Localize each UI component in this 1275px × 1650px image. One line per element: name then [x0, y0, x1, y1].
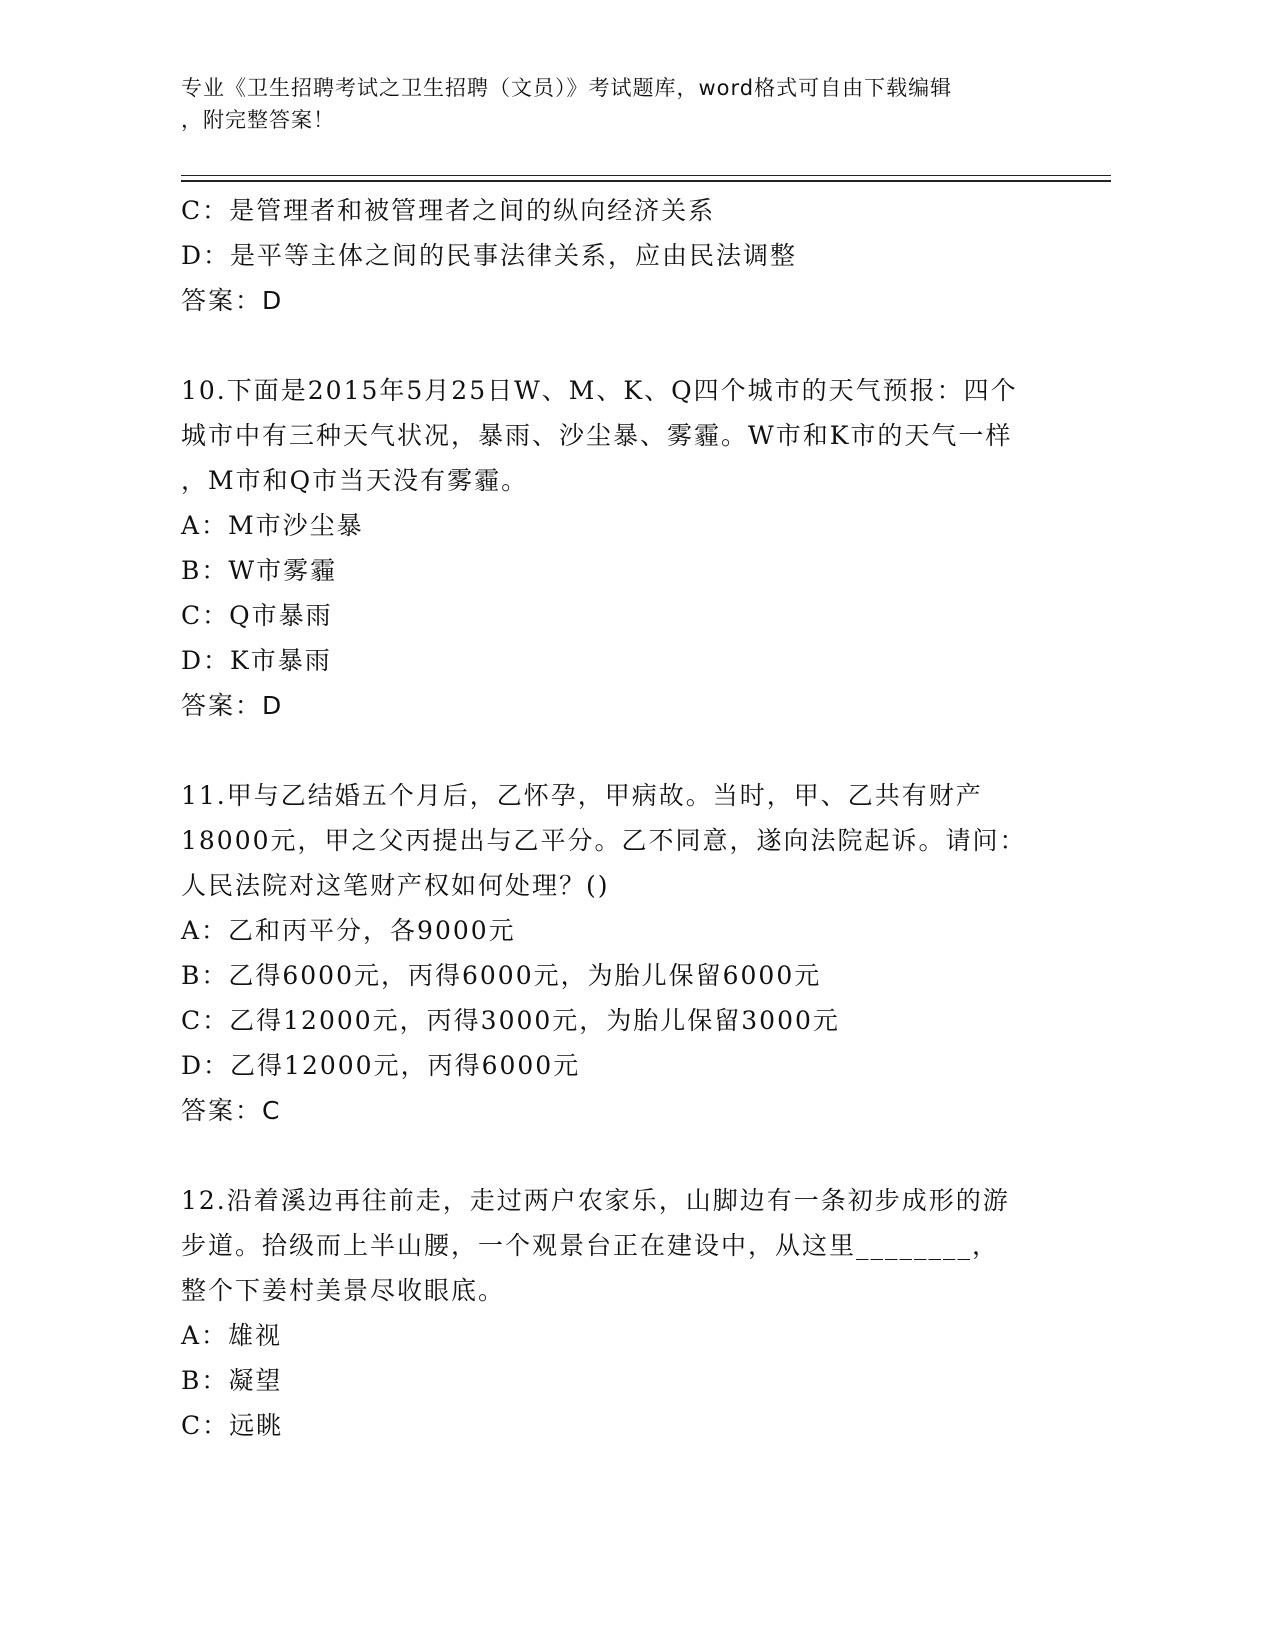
question-content	[181, 188, 1081, 1448]
answer-line: 答案：D	[181, 691, 284, 720]
question-10	[181, 368, 1081, 728]
header-line-2: ，附完整答案！	[181, 108, 335, 132]
spacer	[181, 323, 1081, 368]
option-c: C：是管理者和被管理者之间的纵向经济关系	[181, 196, 716, 225]
option-a: A：雄视	[181, 1321, 283, 1350]
question-stem-line: ，M市和Q市当天没有雾霾。	[181, 466, 529, 495]
question-stem-line: 11.甲与乙结婚五个月后，乙怀孕，甲病故。当时，甲、乙共有财产	[181, 781, 983, 810]
question-stem-line: 整个下姜村美景尽收眼底。	[181, 1276, 506, 1305]
question-stem-line: 18000元，甲之父丙提出与乙平分。乙不同意，遂向法院起诉。请问：	[181, 826, 1027, 855]
question-stem-line: 10.下面是2015年5月25日W、M、K、Q四个城市的天气预报：四个	[181, 376, 1018, 405]
question-11	[181, 773, 1081, 1133]
question-12	[181, 1178, 1081, 1448]
header-line-1: 专业《卫生招聘考试之卫生招聘（文员）》考试题库，word格式可自由下载编辑	[181, 76, 953, 100]
option-c: C：乙得12000元，丙得3000元，为胎儿保留3000元	[181, 1006, 840, 1035]
option-b: B：W市雾霾	[181, 556, 338, 585]
question-stem-line: 城市中有三种天气状况，暴雨、沙尘暴、雾霾。W市和K市的天气一样	[181, 421, 1013, 450]
option-d: D：是平等主体之间的民事法律关系，应由民法调整	[181, 241, 798, 270]
question-stem-line: 步道。拾级而上半山腰，一个观景台正在建设中，从这里________，	[181, 1231, 1000, 1260]
spacer	[181, 1133, 1081, 1178]
option-c: C：Q市暴雨	[181, 601, 333, 630]
option-c: C：远眺	[181, 1411, 284, 1440]
question-stem-line: 人民法院对这笔财产权如何处理？()	[181, 871, 610, 900]
header-divider-thin	[181, 175, 1111, 176]
document-header	[181, 72, 1061, 136]
option-a: A：乙和丙平分，各9000元	[181, 916, 516, 945]
answer-line: 答案：D	[181, 286, 284, 315]
question-prev	[181, 188, 1081, 323]
option-b: B：凝望	[181, 1366, 283, 1395]
answer-line: 答案：C	[181, 1096, 282, 1125]
header-divider-thick	[181, 180, 1111, 182]
option-d: D：K市暴雨	[181, 646, 332, 675]
question-stem-line: 12.沿着溪边再往前走，走过两户农家乐，山脚边有一条初步成形的游	[181, 1186, 1010, 1215]
option-a: A：M市沙尘暴	[181, 511, 364, 540]
option-d: D：乙得12000元，丙得6000元	[181, 1051, 581, 1080]
option-b: B：乙得6000元，丙得6000元，为胎儿保留6000元	[181, 961, 822, 990]
spacer	[181, 728, 1081, 773]
